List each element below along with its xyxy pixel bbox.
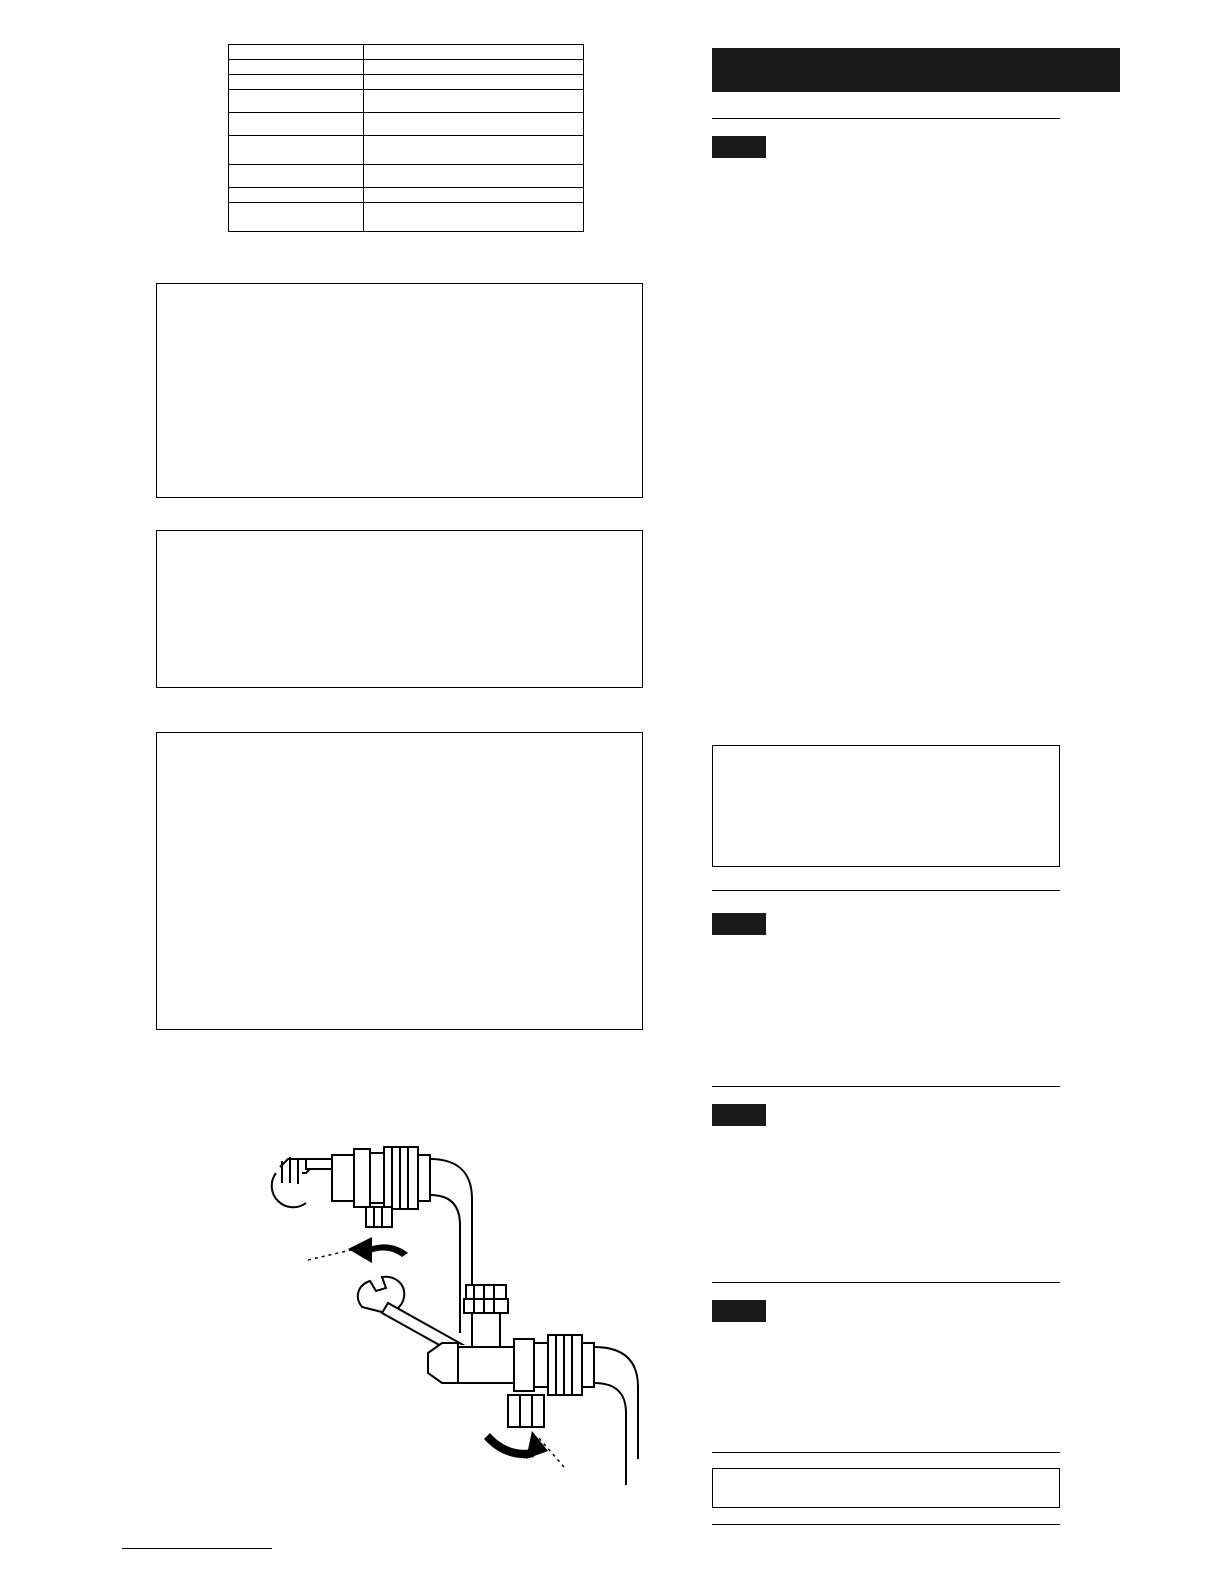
note-box-text xyxy=(157,284,642,304)
note-box-text xyxy=(713,746,1059,766)
table-cell-label xyxy=(229,203,364,232)
note-box-caution xyxy=(156,530,643,688)
note-box-right-1 xyxy=(712,745,1060,867)
table-row xyxy=(229,45,584,60)
note-box-right-2 xyxy=(712,1468,1060,1508)
table-row xyxy=(229,165,584,188)
divider-2 xyxy=(712,890,1060,891)
table-cell-value xyxy=(364,90,584,113)
step-chip-1 xyxy=(712,136,766,158)
table-row xyxy=(229,113,584,136)
table-row xyxy=(229,136,584,165)
note-box-warning xyxy=(156,283,643,498)
table-cell-value xyxy=(364,75,584,90)
table-cell-value xyxy=(364,188,584,203)
table-cell-label xyxy=(229,75,364,90)
note-box-instructions xyxy=(156,732,643,1030)
valve-rotation-figure xyxy=(420,1255,740,1515)
table-cell-label xyxy=(229,113,364,136)
table-cell-label xyxy=(229,60,364,75)
table-cell-value xyxy=(364,136,584,165)
table-cell-value xyxy=(364,203,584,232)
table-cell-label xyxy=(229,45,364,60)
table-cell-value xyxy=(364,45,584,60)
note-box-text xyxy=(157,733,642,753)
step-chip-3 xyxy=(712,1104,766,1126)
table-row xyxy=(229,75,584,90)
step-chip-2 xyxy=(712,913,766,935)
table-row xyxy=(229,60,584,75)
note-box-text xyxy=(157,531,642,551)
note-box-text xyxy=(713,1469,1059,1489)
table-cell-value xyxy=(364,113,584,136)
table-cell-label xyxy=(229,90,364,113)
table-row xyxy=(229,203,584,232)
table-row xyxy=(229,90,584,113)
divider-4 xyxy=(712,1282,1060,1283)
table-row xyxy=(229,188,584,203)
divider-5 xyxy=(712,1452,1060,1453)
divider-3 xyxy=(712,1086,1060,1087)
footer-divider xyxy=(122,1548,272,1549)
table-cell-value xyxy=(364,60,584,75)
step-chip-4 xyxy=(712,1300,766,1322)
table-cell-label xyxy=(229,165,364,188)
table-cell-label xyxy=(229,188,364,203)
table-cell-value xyxy=(364,165,584,188)
specifications-table xyxy=(228,44,584,232)
table-cell-label xyxy=(229,136,364,165)
section-banner xyxy=(712,48,1120,92)
divider-1 xyxy=(712,118,1060,119)
divider-6 xyxy=(712,1524,1060,1525)
